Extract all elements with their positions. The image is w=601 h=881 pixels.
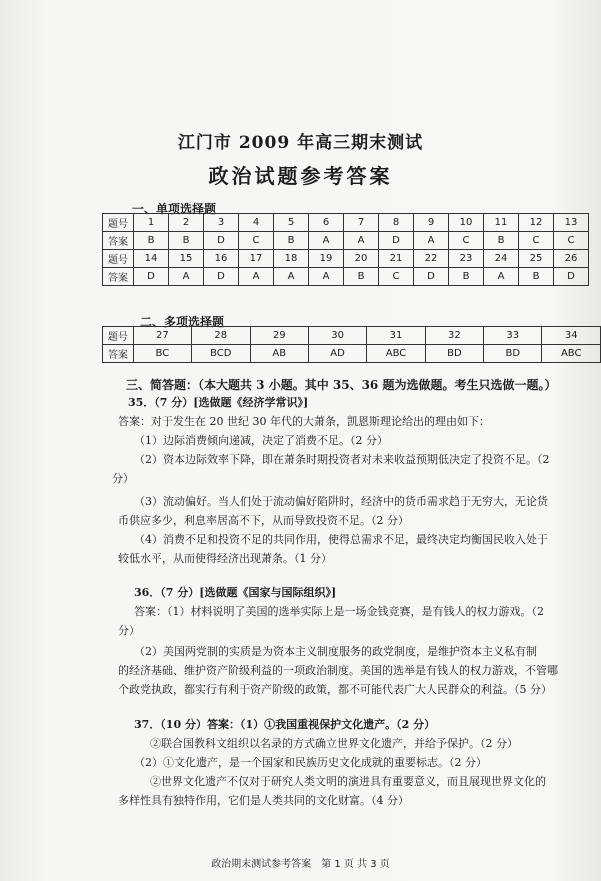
q37-heading: 37．（10 分）答案：（1）①我国重视保护文化遗产。（2 分） (134, 718, 436, 731)
cell: BD (484, 345, 542, 363)
section1-heading: 一、单项选择题 (132, 202, 217, 216)
cell: 4 (239, 214, 274, 232)
cell: 14 (134, 250, 169, 268)
q35-heading: 35．（7 分）[选做题《经济学常识》] (128, 396, 309, 409)
cell: 12 (519, 214, 554, 232)
q36-heading: 36．（7 分）[选做题《国家与国际组织》] (134, 586, 337, 599)
cell: A (239, 268, 274, 286)
cell: C (239, 232, 274, 250)
section3-heading: 三、简答题：（本大题共 3 小题。其中 35、36 题为选做题。考生只选做一题。） (126, 378, 557, 392)
answer-line: 答案：对于发生在 20 世纪 30 年代的大萧条，凯恩斯理论给出的理由如下： (118, 415, 490, 428)
cell: 26 (554, 250, 589, 268)
cell: A (309, 232, 344, 250)
cell: 3 (204, 214, 239, 232)
cell: C (554, 232, 589, 250)
cell: 1 (134, 214, 169, 232)
cell: A (274, 268, 309, 286)
cell: 6 (309, 214, 344, 232)
multi-choice-table (102, 326, 601, 363)
row-label: 题号 (103, 250, 134, 268)
cell: A (169, 268, 204, 286)
answer-line: （2）①文化遗产，是一个国家和民族历史文化成就的重要标志。（2 分） (134, 756, 487, 769)
answer-line: （4）消费不足和投资不足的共同作用，使得总需求不足，最终决定均衡国民收入处于 (134, 533, 548, 546)
answer-line: 答案：（1）材料说明了美国的选举实际上是一场金钱竞赛，是有钱人的权力游戏。（2 (134, 605, 544, 618)
cell: 23 (449, 250, 484, 268)
cell: 31 (367, 327, 425, 345)
cell: 5 (274, 214, 309, 232)
row-label: 题号 (103, 327, 134, 345)
cell: B (274, 232, 309, 250)
cell: 18 (274, 250, 309, 268)
cell: C (379, 268, 414, 286)
row-label: 题号 (103, 214, 134, 232)
cell: C (449, 232, 484, 250)
cell: 15 (169, 250, 204, 268)
cell: 33 (484, 327, 542, 345)
cell: 20 (344, 250, 379, 268)
cell: 25 (519, 250, 554, 268)
cell: ABC (542, 345, 601, 363)
answer-line: 个政党执政，都实行有利于资产阶级的政策，都不可能代表广大人民群众的利益。（5 分） (118, 683, 552, 696)
answer-line: （3）流动偏好。当人们处于流动偏好陷阱时，经济中的货币需求趋于无穷大，无论货 (134, 495, 548, 508)
cell: B (344, 268, 379, 286)
answer-line: 分） (118, 624, 140, 637)
answer-line: （2）资本边际效率下降，即在萧条时期投资者对未来收益预期低决定了投资不足。（2 (134, 453, 550, 466)
cell: D (204, 268, 239, 286)
cell: 30 (308, 327, 366, 345)
cell: A (309, 268, 344, 286)
cell: D (414, 268, 449, 286)
cell: A (344, 232, 379, 250)
cell: B (169, 232, 204, 250)
cell: C (519, 232, 554, 250)
cell: BCD (192, 345, 250, 363)
section2-heading: 二、多项选择题 (140, 315, 225, 329)
cell: B (134, 232, 169, 250)
answer-line: 较低水平，从而使得经济出现萧条。（1 分） (118, 552, 332, 565)
page-subtitle: 政治试题参考答案 (208, 164, 393, 188)
cell: ABC (367, 345, 425, 363)
answer-line: ②联合国教科文组织以名录的方式确立世界文化遗产，并给予保护。（2 分） (150, 737, 518, 750)
cell: 19 (309, 250, 344, 268)
cell: 13 (554, 214, 589, 232)
cell: BD (425, 345, 483, 363)
cell: 7 (344, 214, 379, 232)
row-label: 答案 (103, 268, 134, 286)
table-row (103, 327, 601, 345)
answer-line: 分） (112, 472, 134, 485)
table-row (103, 268, 589, 286)
cell: B (519, 268, 554, 286)
cell: 24 (484, 250, 519, 268)
cell: B (484, 232, 519, 250)
cell: 10 (449, 214, 484, 232)
cell: 21 (379, 250, 414, 268)
cell: 9 (414, 214, 449, 232)
table-row (103, 250, 589, 268)
row-label: 答案 (103, 345, 134, 363)
cell: AD (308, 345, 366, 363)
table-row (103, 345, 601, 363)
single-choice-table (102, 213, 589, 286)
cell: D (134, 268, 169, 286)
cell: D (554, 268, 589, 286)
cell: B (449, 268, 484, 286)
cell: 8 (379, 214, 414, 232)
cell: 29 (250, 327, 308, 345)
cell: 11 (484, 214, 519, 232)
cell: AB (250, 345, 308, 363)
answer-line: 的经济基础、维护资产阶级利益的一项政治制度。美国的选举是有钱人的权力游戏，不管哪 (118, 664, 558, 677)
cell: D (204, 232, 239, 250)
table-row (103, 232, 589, 250)
cell: 16 (204, 250, 239, 268)
cell: 28 (192, 327, 250, 345)
table-row (103, 214, 589, 232)
answer-line: ②世界文化遗产不仅对于研究人类文明的演进具有重要意义，而且展现世界文化的 (150, 775, 546, 788)
answer-line: （2）美国两党制的实质是为资本主义制度服务的政党制度，是维护资本主义私有制 (134, 645, 537, 658)
answer-line: （1）边际消费倾向递减，决定了消费不足。（2 分） (134, 434, 388, 447)
answer-line: 多样性具有独特作用，它们是人类共同的文化财富。（4 分） (118, 794, 409, 807)
cell: 34 (542, 327, 601, 345)
page-footer: 政治期末测试参考答案 第 1 页 共 3 页 (211, 859, 390, 870)
cell: A (484, 268, 519, 286)
cell: 2 (169, 214, 204, 232)
cell: 17 (239, 250, 274, 268)
cell: BC (133, 345, 191, 363)
answer-line: 币供应多少，利息率居高不下，从而导致投资不足。（2 分） (118, 514, 409, 527)
cell: 22 (414, 250, 449, 268)
cell: 27 (133, 327, 191, 345)
page-title: 江门市 2009 年高三期末测试 (177, 133, 424, 153)
row-label: 答案 (103, 232, 134, 250)
cell: 32 (425, 327, 483, 345)
cell: A (414, 232, 449, 250)
cell: D (379, 232, 414, 250)
